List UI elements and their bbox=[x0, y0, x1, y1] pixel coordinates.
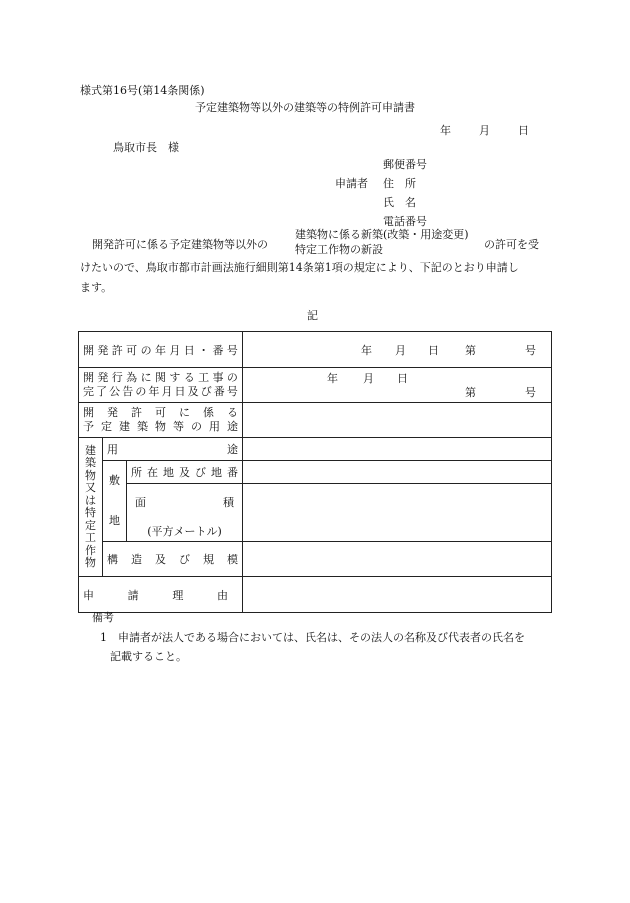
note-number: 1 bbox=[100, 631, 107, 644]
table-row bbox=[79, 461, 552, 484]
table-row bbox=[79, 484, 552, 521]
form-number: 様式第16号(第14条関係) bbox=[80, 84, 205, 97]
choice-building: 建築物に係る新築(改築・用途変更) bbox=[295, 228, 469, 241]
body-line1-tail: の許可を受 bbox=[484, 238, 539, 251]
choice-structure: 特定工作物の新設 bbox=[295, 243, 383, 256]
addressee: 鳥取市長 様 bbox=[113, 141, 179, 154]
reason-label: 申 請 理 由 bbox=[79, 577, 243, 613]
table-row bbox=[79, 403, 552, 438]
completion-notice-field[interactable]: 年 月 日 第 号 bbox=[243, 368, 552, 403]
table-row bbox=[79, 332, 552, 368]
date-line bbox=[440, 122, 529, 138]
note-item-1: 1 申請者が法人である場合においては、氏名は、その法人の名称及び代表者の氏名を 記載すること。 bbox=[100, 631, 525, 663]
use-label: 用 途 bbox=[103, 438, 243, 461]
planned-building-use-label: 開 発 許 可 に 係 る 予 定 建 築 物 等 の 用 途 bbox=[79, 403, 243, 438]
area-label: 面 積 bbox=[127, 484, 243, 521]
applicant-label: 申請者 bbox=[335, 177, 368, 190]
body-line2: けたいので、鳥取市都市計画法施行細則第14条第1項の規定により、下記のとおり申請し bbox=[80, 261, 519, 274]
location-label: 所 在 地 及 び 地 番 bbox=[127, 461, 243, 484]
name-label: 氏 名 bbox=[383, 196, 416, 209]
permit-date-number-label: 開 発 許 可 の 年 月 日 ・ 番 号 bbox=[79, 332, 243, 368]
planned-building-use-field[interactable] bbox=[243, 403, 552, 438]
site-label: 敷 地 bbox=[103, 461, 127, 542]
reason-field[interactable] bbox=[243, 577, 552, 613]
body-line1-head: 開発許可に係る予定建築物等以外の bbox=[92, 238, 268, 251]
table-row bbox=[79, 438, 552, 461]
use-field[interactable] bbox=[243, 438, 552, 461]
building-group-label: 建 築 物 又 は 特 定 工 作 物 bbox=[79, 438, 103, 577]
area-field[interactable] bbox=[243, 484, 552, 542]
structure-field[interactable] bbox=[243, 542, 552, 577]
postal-code-label: 郵便番号 bbox=[383, 158, 427, 171]
area-unit-label: (平方メートル) bbox=[127, 521, 243, 542]
ki-heading: 記 bbox=[307, 309, 318, 322]
notes-title: 備考 bbox=[92, 611, 114, 624]
location-field[interactable] bbox=[243, 461, 552, 484]
phone-label: 電話番号 bbox=[383, 215, 427, 228]
structure-label: 構 造 及 び 規 模 bbox=[103, 542, 243, 577]
completion-notice-label: 開 発 行 為 に 関 す る 工 事 の 完 了 公 告 の 年 月 日 及 び 番 号 bbox=[79, 368, 243, 403]
address-label: 住 所 bbox=[383, 177, 416, 190]
document-title: 予定建築物等以外の建築等の特例許可申請書 bbox=[195, 101, 415, 114]
table-row bbox=[79, 542, 552, 577]
date-year: 年 bbox=[440, 124, 451, 137]
table-row bbox=[79, 368, 552, 403]
date-day: 日 bbox=[518, 124, 529, 137]
body-line3: ます。 bbox=[80, 281, 113, 294]
permission-type-choice bbox=[295, 227, 469, 257]
applicant-block bbox=[335, 155, 427, 231]
permit-date-number-field[interactable]: 年 月 日 第 号 bbox=[243, 332, 552, 368]
date-month: 月 bbox=[479, 124, 490, 137]
application-table bbox=[78, 331, 552, 613]
table-row bbox=[79, 577, 552, 613]
